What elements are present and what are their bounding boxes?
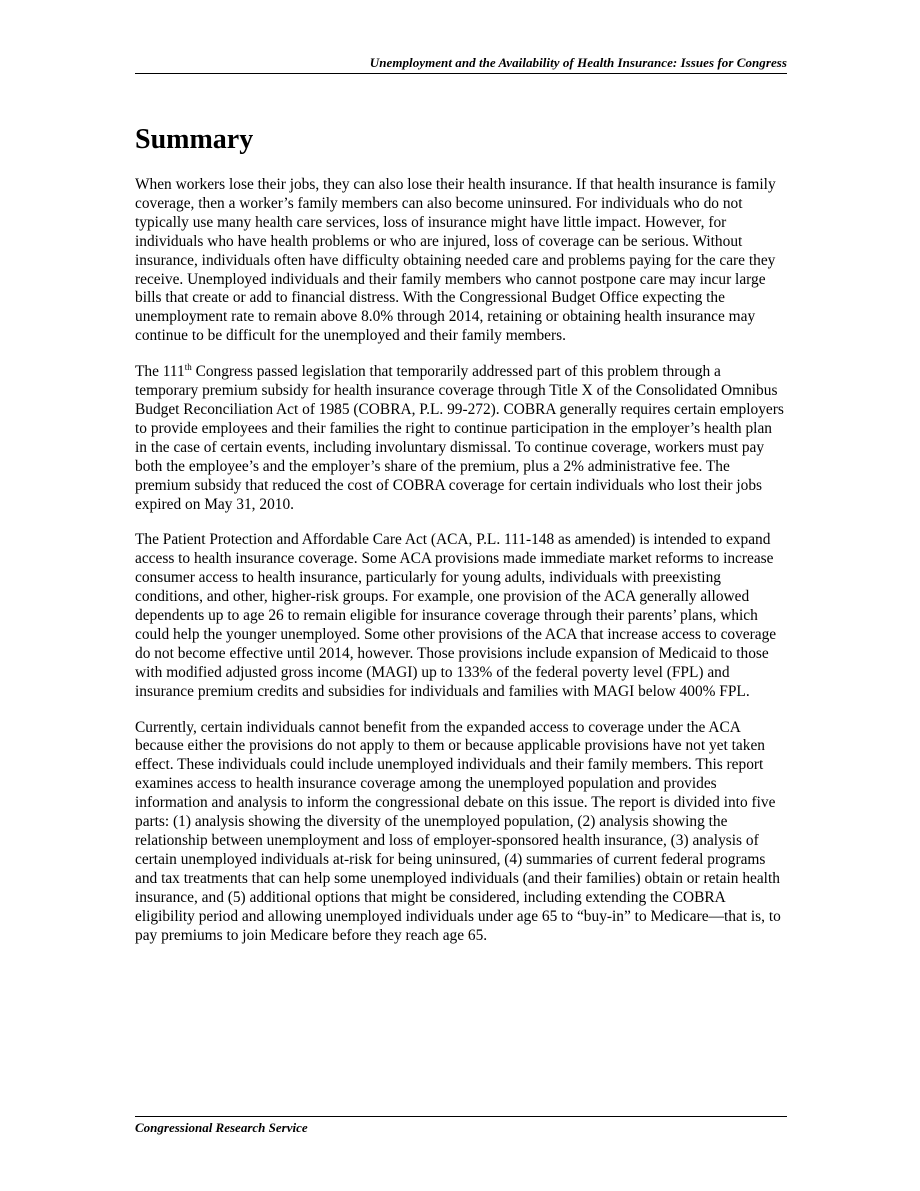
section-title: Summary (135, 124, 254, 155)
paragraph-2-rest: Congress passed legislation that temporarily addressed part of this problem through a temporary premium subsidy for health insurance coverage through Title X of the Consolidated Omnibus Budget Reconciliation Act of 1985 (COBRA, P.L. 99-272). COBRA generally requires certain employers to provide employees and their families the right to continue participation in the employer’s health plan in the case of certain events, including involuntary dismissal. To continue coverage, workers must pay both the employee’s and the employer’s share of the premium, plus a 2% administrative fee. The premium subsidy that reduced the cost of COBRA coverage for certain individuals who lost their jobs expired on May 31, 2010. (135, 363, 784, 513)
running-header: Unemployment and the Availability of Health Insurance: Issues for Congress (369, 55, 787, 70)
paragraph-1: When workers lose their jobs, they can also lose their health insurance. If that health insurance is family coverage, then a worker’s family members can also become uninsured. For individuals who do not typically use many health care services, loss of insurance might have little impact. However, for individuals who have health problems or who are injured, loss of coverage can be serious. Without insurance, individuals often have difficulty obtaining needed care and problems paying for the care they receive. Unemployed individuals and their family members who cannot postpone care may incur large bills that create or add to financial distress. With the Congressional Budget Office expecting the unemployment rate to remain above 8.0% through 2014, retaining or obtaining health insurance may continue to be difficult for the unemployed and their family members. (135, 176, 776, 345)
summary-body (135, 176, 787, 962)
footer-divider (135, 1116, 787, 1117)
paragraph-2 (135, 363, 787, 514)
header-divider (135, 73, 787, 74)
running-footer: Congressional Research Service (135, 1120, 308, 1135)
paragraph-4: Currently, certain individuals cannot benefit from the expanded access to coverage under the ACA because either the provisions do not apply to them or because applicable provisions have not yet taken effect. These individuals could include unemployed individuals and their family members. This report examines access to health insurance coverage among the unemployed population and provides information and analysis to inform the congressional debate on this issue. The report is divided into five parts: (1) analysis showing the diversity of the unemployed population, (2) analysis showing the relationship between unemployment and loss of employer-sponsored health insurance, (3) analysis of certain unemployed individuals at-risk for being uninsured, (4) summaries of current federal programs and tax treatments that can help some unemployed individuals (and their families) obtain or retain health insurance, and (5) additional options that might be considered, including extending the COBRA eligibility period and allowing unemployed individuals under age 65 to “buy-in” to Medicare—that is, to pay premiums to join Medicare before they reach age 65. (135, 718, 781, 944)
paragraph-2-prefix: The 111 (135, 363, 185, 381)
ordinal-superscript: th (184, 362, 192, 373)
paragraph-3: The Patient Protection and Affordable Care Act (ACA, P.L. 111-148 as amended) is intended to expand access to health insurance coverage. Some ACA provisions made immediate market reforms to increase consumer access to health insurance, particularly for young adults, individuals with preexisting conditions, and other, higher-risk groups. For example, one provision of the ACA generally allowed dependents up to age 26 to remain eligible for insurance coverage through their parents’ plans, which could help the younger unemployed. Some other provisions of the ACA that increase access to coverage do not become effective until 2014, however. Those provisions include expansion of Medicaid to those with modified adjusted gross income (MAGI) up to 133% of the federal poverty level (FPL) and insurance premium credits and subsidies for individuals and families with MAGI below 400% FPL. (135, 531, 777, 700)
